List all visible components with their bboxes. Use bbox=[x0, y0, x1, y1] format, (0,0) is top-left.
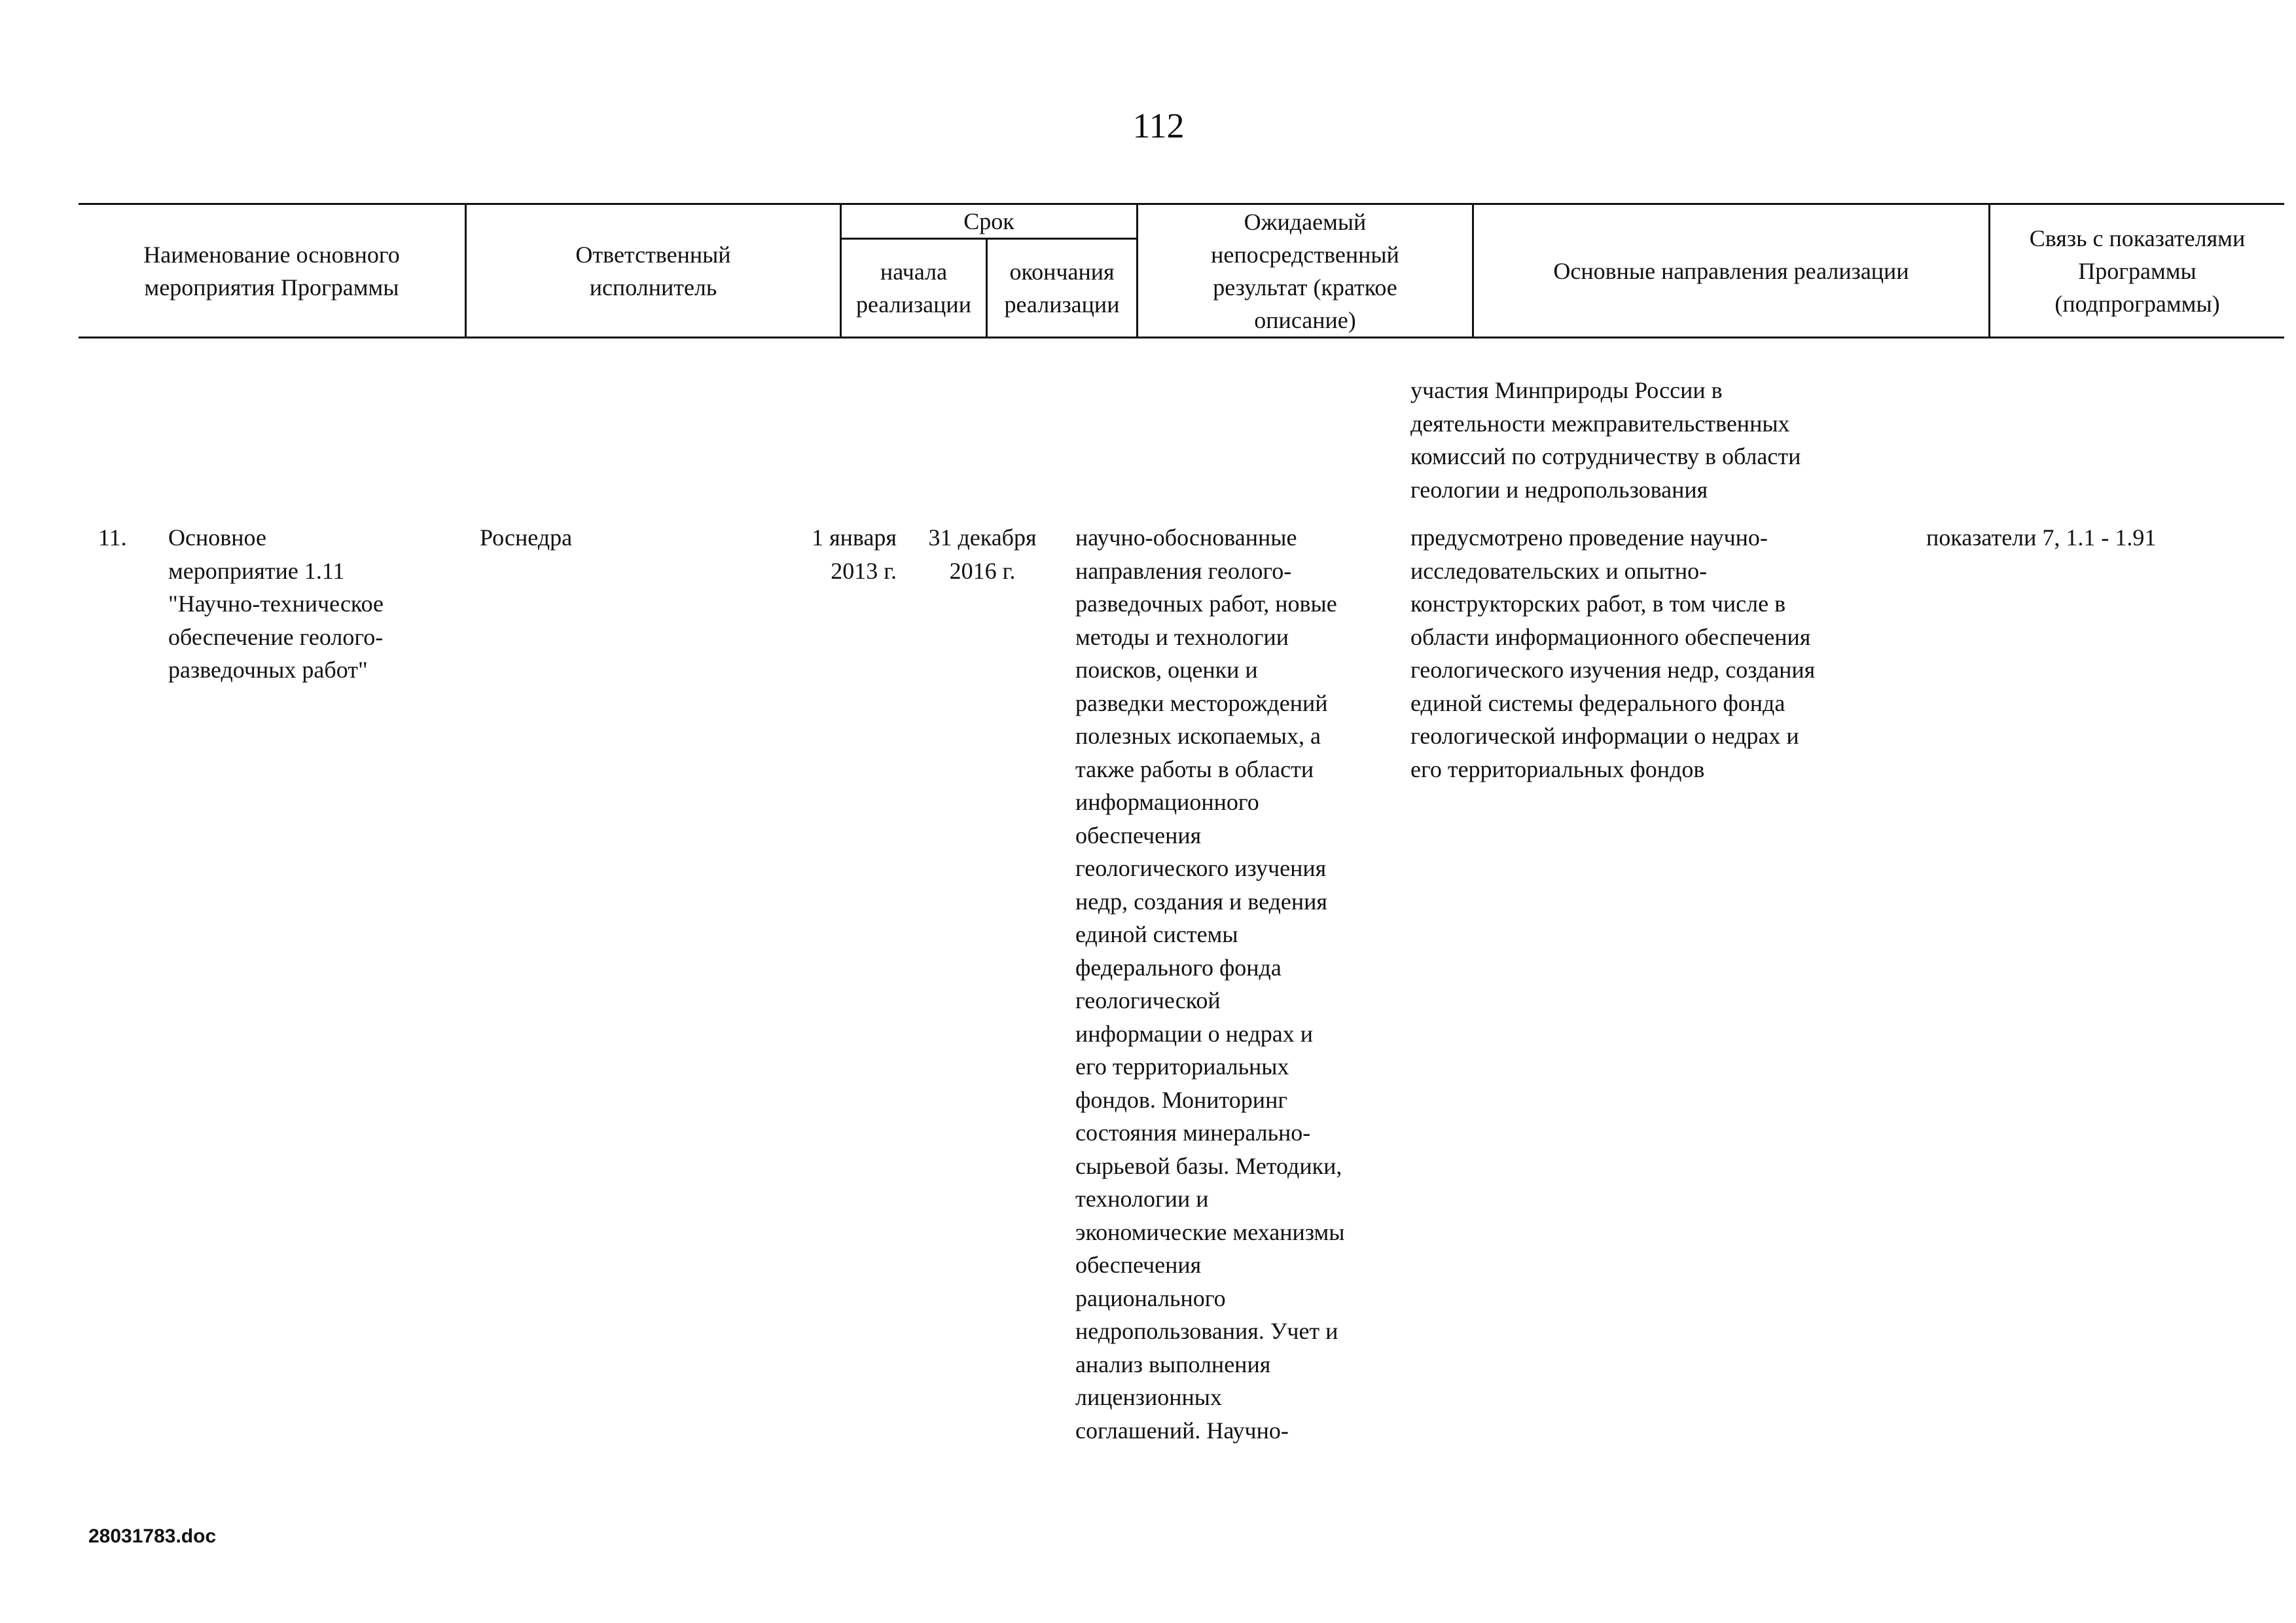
row-end: 31 декабря 2016 г. bbox=[928, 524, 1037, 584]
footer-filename: 28031783.doc bbox=[88, 1525, 217, 1547]
continuation-directions: участия Минприроды России в деятельности межправительственных комиссий по сотрудничеству в области геологии и недропользования bbox=[1410, 377, 1801, 503]
row-number: 11. bbox=[98, 524, 127, 551]
page-number: 112 bbox=[1132, 106, 1185, 145]
row-name: Основное мероприятие 1.11 "Научно-техническое обеспечение геолого- разведочных работ" bbox=[168, 524, 384, 683]
row-directions: предусмотрено проведение научно- исследовательских и опытно- конструкторских работ, в том числе в области информационного обеспечения геологического изучения недр, создания единой системы федерального фонда геологической информации о недрах и его территориальных фондов bbox=[1410, 524, 1816, 782]
header-result: Ожидаемый непосредственный результат (краткое описание) bbox=[1211, 208, 1399, 333]
header-responsible: Ответственный исполнитель bbox=[575, 241, 731, 301]
header-link: Связь с показателями Программы (подпрограммы) bbox=[2029, 225, 2246, 317]
table-header bbox=[79, 203, 2284, 338]
row-result: научно-обоснованные направления геолого- разведочных работ, новые методы и технологии поисков, оценки и разведки месторождений полезных ископаемых, а также работы в области информационного обеспечения геологического изучения недр, создания и ведения единой системы федерального фонда геологической информации о недрах и его территориальных фондов. Мониторинг состояния минерально- сырьевой базы. Методики, технологии и экономические механизмы обеспечения рационального недропользования. Учет и анализ выполнения лицензионных соглашений. Научно- bbox=[1075, 524, 1345, 1444]
row-responsible: Роснедра bbox=[480, 524, 573, 551]
header-term: Срок bbox=[963, 208, 1014, 234]
header-term-end: окончания реализации bbox=[1004, 259, 1120, 318]
header-directions: Основные направления реализации bbox=[1553, 257, 1909, 284]
row-start: 1 января 2013 г. bbox=[812, 524, 897, 584]
row-link: показатели 7, 1.1 - 1.91 bbox=[1926, 524, 2157, 551]
header-term-start: начала реализации bbox=[856, 259, 971, 318]
header-name: Наименование основного мероприятия Программы bbox=[143, 241, 400, 301]
